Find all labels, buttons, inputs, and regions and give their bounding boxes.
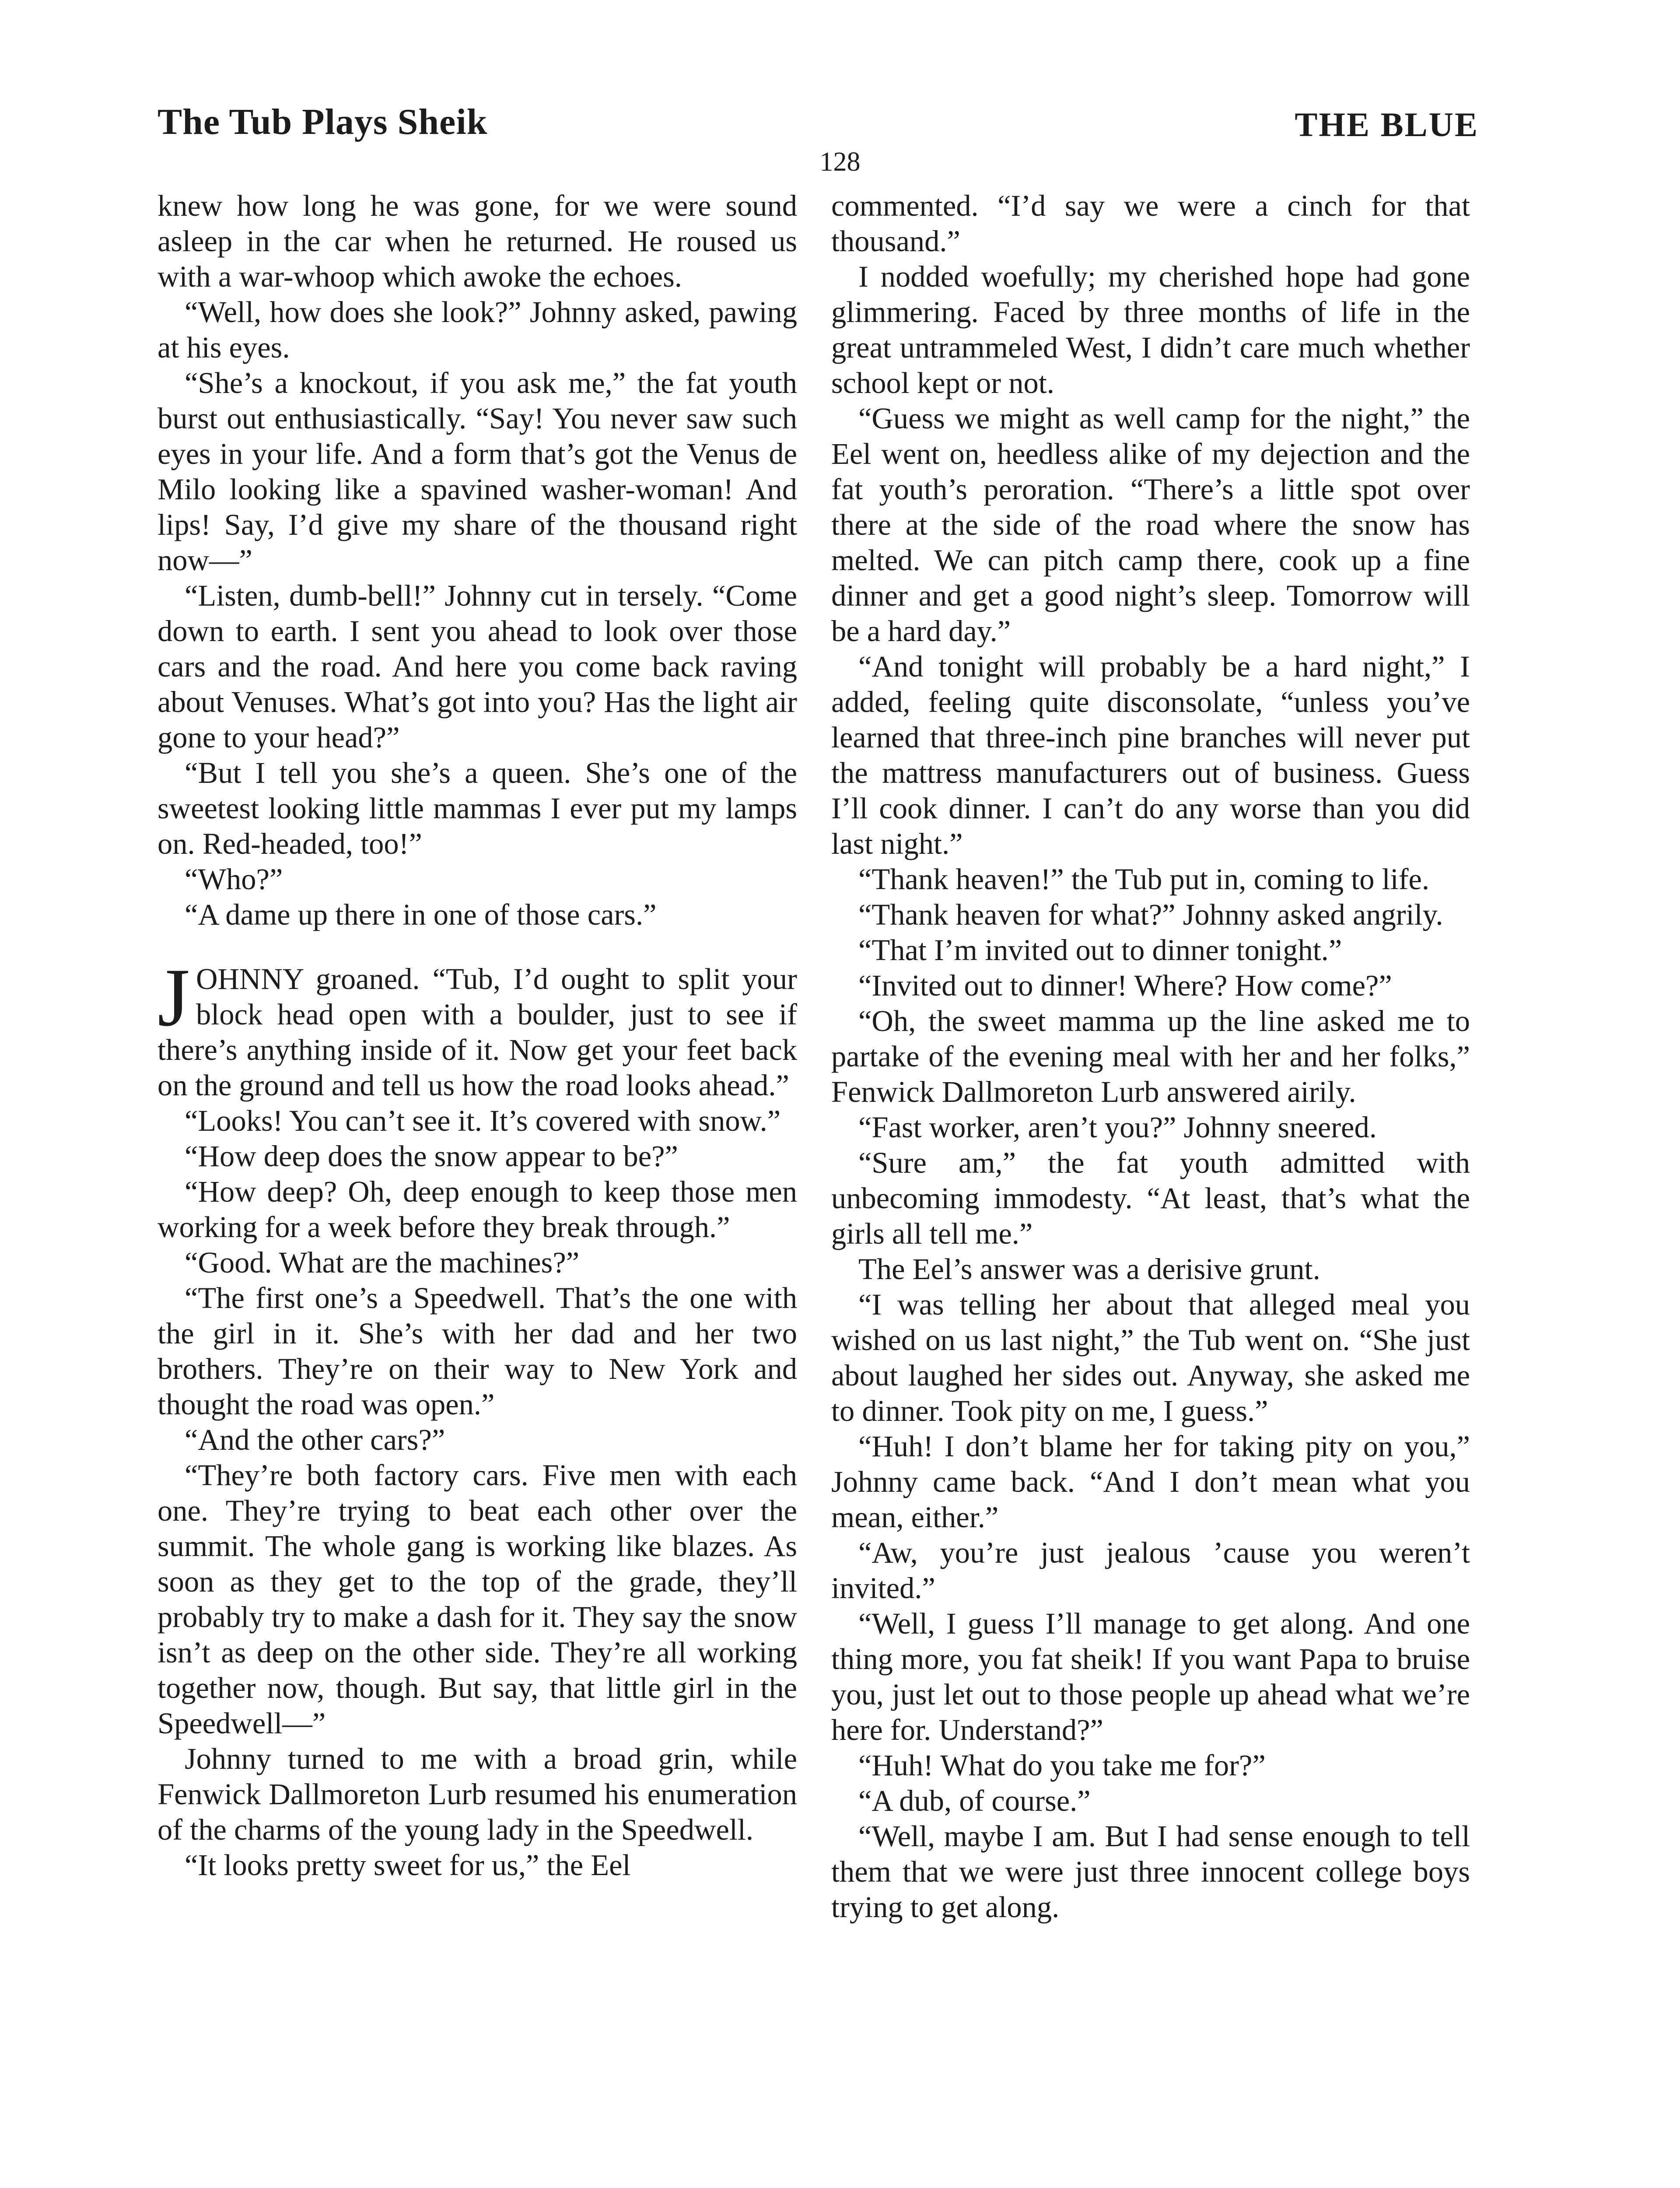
paragraph: “How deep does the snow appear to be?” <box>185 1140 678 1173</box>
dropcap-paragraph <box>158 952 797 1103</box>
drop-cap: J <box>158 952 190 1044</box>
paragraph: “And tonight will probably be a hard night,” I added, feeling quite disconsolate, “unless you’ve learned that three-inch pine branches will never put the mattress manufacturers out of business. Guess I’ll cook dinner. I can’t do any worse than you did last night.” <box>831 650 1470 860</box>
paragraph: “And the other cars?” <box>185 1423 445 1456</box>
paragraph: “I was telling her about that alleged meal you wished on us last night,” the Tub went on. “She just about laughed her sides out. Anyway, she asked me to dinner. Took pity on me, I guess.” <box>831 1288 1470 1427</box>
paragraph: “Huh! What do you take me for?” <box>858 1749 1266 1782</box>
paragraph: “A dub, of course.” <box>858 1784 1091 1817</box>
magazine-name: THE BLUE <box>1295 105 1479 144</box>
section-break <box>158 933 797 961</box>
paragraph: “Looks! You can’t see it. It’s covered with snow.” <box>185 1104 781 1137</box>
paragraph: “Fast worker, aren’t you?” Johnny sneered. <box>858 1111 1377 1144</box>
paragraph: “It looks pretty sweet for us,” the Eel <box>185 1848 631 1882</box>
paragraph: “Aw, you’re just jealous ’cause you weren’t invited.” <box>831 1536 1470 1605</box>
paragraph: “A dame up there in one of those cars.” <box>185 898 657 931</box>
paragraph: “That I’m invited out to dinner tonight.” <box>858 933 1342 967</box>
paragraph: “Well, how does she look?” Johnny asked, pawing at his eyes. <box>158 295 797 364</box>
paragraph: “Good. What are the machines?” <box>185 1246 580 1279</box>
paragraph: commented. “I’d say we were a cinch for that thousand.” <box>831 189 1470 258</box>
paragraph: “But I tell you she’s a queen. She’s one of the sweetest looking little mammas I ever put my lamps on. Red-headed, too!” <box>158 756 797 860</box>
paragraph: “Huh! I don’t blame her for taking pity on you,” Johnny came back. “And I don’t mean what you mean, either.” <box>831 1430 1470 1534</box>
paragraph: “Thank heaven!” the Tub put in, coming to life. <box>858 863 1430 896</box>
article-title: The Tub Plays Sheik <box>158 102 488 142</box>
page-number: 128 <box>819 147 861 177</box>
paragraph: “The first one’s a Speedwell. That’s the one with the girl in it. She’s with her dad and her two brothers. They’re on their way to New York and thought the road was open.” <box>158 1281 797 1421</box>
paragraph: “She’s a knockout, if you ask me,” the fat youth burst out enthusiastically. “Say! You never saw such eyes in your life. And a form that’s got the Venus de Milo looking like a spavined washer-woman! And lips! Say, I’d give my share of the thousand right now—” <box>158 366 797 577</box>
paragraph: “Well, maybe I am. But I had sense enough to tell them that we were just three innocent college boys trying to get along. <box>831 1820 1470 1924</box>
paragraph: Johnny turned to me with a broad grin, while Fenwick Dallmoreton Lurb resumed his enumeration of the charms of the young lady in the Speedwell. <box>158 1742 797 1846</box>
paragraph: knew how long he was gone, for we were sound asleep in the car when he returned. He roused us with a war-whoop which awoke the echoes. <box>158 189 797 293</box>
paragraph: “How deep? Oh, deep enough to keep those men working for a week before they break through.” <box>158 1175 797 1244</box>
paragraph: “Who?” <box>185 863 283 896</box>
left-column <box>158 188 797 1883</box>
paragraph: “Sure am,” the fat youth admitted with unbecoming immodesty. “At least, that’s what the girls all tell me.” <box>831 1146 1470 1250</box>
paragraph: “Invited out to dinner! Where? How come?” <box>858 969 1392 1002</box>
paragraph: “Listen, dumb-bell!” Johnny cut in tersely. “Come down to earth. I sent you ahead to look over those cars and the road. And here you come back raving about Venuses. What’s got into you? Has the light air gone to your head?” <box>158 579 797 754</box>
paragraph-text: OHNNY groaned. “Tub, I’d ought to split your block head open with a boulder, just to see if there’s anything inside of it. Now get your feet back on the ground and tell us how the road looks ahead.” <box>158 962 797 1102</box>
paragraph: “They’re both factory cars. Five men with each one. They’re trying to beat each other over the summit. The whole gang is working like blazes. As soon as they get to the top of the grade, they’ll probably try to make a dash for it. They say the snow isn’t as deep on the other side. They’re all working together now, though. But say, that little girl in the Speedwell—” <box>158 1459 797 1740</box>
paragraph: The Eel’s answer was a derisive grunt. <box>858 1252 1320 1286</box>
paragraph: “Thank heaven for what?” Johnny asked angrily. <box>858 898 1443 931</box>
paragraph: “Well, I guess I’ll manage to get along. And one thing more, you fat sheik! If you want Papa to bruise you, just let out to those people up ahead what we’re here for. Understand?” <box>831 1607 1470 1746</box>
right-column <box>831 188 1470 1925</box>
paragraph: I nodded woefully; my cherished hope had gone glimmering. Faced by three months of life in the great untrammeled West, I didn’t care much whether school kept or not. <box>831 260 1470 400</box>
paragraph: “Oh, the sweet mamma up the line asked me to partake of the evening meal with her and her folks,” Fenwick Dallmoreton Lurb answered airily. <box>831 1004 1470 1108</box>
paragraph: “Guess we might as well camp for the night,” the Eel went on, heedless alike of my dejection and the fat youth’s peroration. “There’s a little spot over there at the side of the road where the snow has melted. We can pitch camp there, cook up a fine dinner and get a good night’s sleep. Tomorrow will be a hard day.” <box>831 402 1470 648</box>
